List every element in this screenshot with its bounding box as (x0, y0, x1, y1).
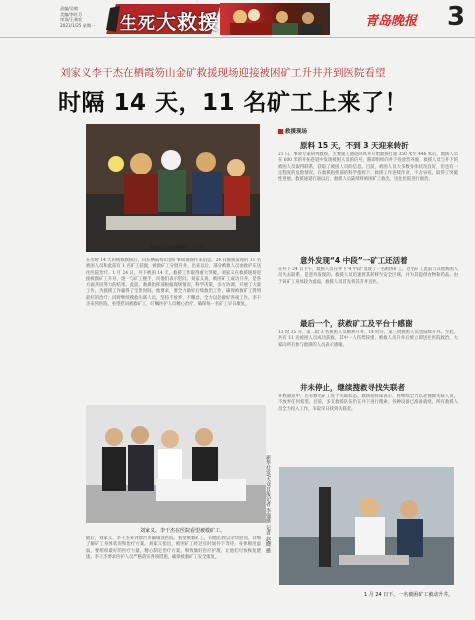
header-divider (0, 37, 475, 38)
header-rescue-photo (220, 3, 330, 35)
body-text-right-1: 21 日，事故专家研判救援，主要施工通道回风井开始救援打通 350 米至 446 米后，救援人员在 600 米的开拓巷道中发现被困人员的信号，随即组织向井下投放营养液、救援人员与井下的被困人员取得联系，获取了被困人员的信息。目前，被困人员大多数身体状况良好，但也有一定程度的危险情况。在救援指挥部的科学指挥下，救援工作连续作业，不舍昼夜，取得了突破性进展。救援通道打通以后，救援人员陆续将被困矿工救出，送往医院进行救治。 (278, 152, 458, 183)
column-title (120, 6, 219, 35)
column-title-a: 生死 (120, 14, 156, 34)
body-text-right-4: 井底通道中，还有数名矿工处于失联状态。救援指挥部表示，将继续全力以赴搜救失联人员，不放弃任何希望。目前，多支救援队伍仍在井下进行搜索，各种设备已准备就绪，所有救援人员全力投入工作，争取早日找到失联者。 (278, 394, 458, 412)
subhead-3: 最后一个，获救矿工及平台十感谢 (300, 319, 413, 328)
photo-caption: 刘家义、李干杰在医院看望被救矿工。 (140, 528, 226, 534)
photo-miner-lifted (279, 467, 454, 585)
column-title-b: 大救援 (156, 10, 219, 34)
editor-line: 审读/王林宏 (60, 17, 83, 23)
photo-rescue-site (86, 124, 260, 252)
editor-credits (60, 6, 95, 28)
editor-line: 2021/1/25 星期一 (60, 22, 96, 28)
photo-caption: 1 月 24 日下，一名被困矿工被动升井。 (364, 592, 454, 598)
body-text-left-2: 随后，刘家义、李干杰来到烟台市毓璜顶医院，看望被救矿工，向他们致以亲切慰问，详细了解矿工身体状况和治疗方案。刘家义指出，被困矿工经过长时间井下等待，身体极度虚弱，要组织最好的医疗力量，精心制定治疗方案，细致做好医疗护理，让他们尽快恢复健康。李干杰要求医护人员严格落实各项措施，确保被救矿工安全康复。 (86, 536, 261, 560)
subhead-2: 意外发现“4 中段”一矿工还活着 (300, 256, 408, 265)
editor-line: 责编/吴敏 (60, 6, 79, 11)
article-kicker: 刘家义李干杰在栖霞笏山金矿救援现场迎接被困矿工升井并到医院看望 (60, 67, 386, 79)
section-tag: 救援现场 (278, 127, 307, 135)
photo-caption: 刘家义迎接被救矿工升井。 (150, 245, 211, 251)
editor-line: 美编/李红芬 (60, 11, 83, 17)
subhead-1: 原料 15 天，不到 3 天迎来转折 (300, 141, 409, 150)
newspaper-masthead: 青岛晚报 (365, 14, 418, 29)
body-text-right-2: 在井下 24 日下午，救援人员在井下“4 中段”发现了一名被困矿工，这名矿工此前与其他被困人员失去联系，是意外发现的。救援人员迅速将其转移至安全区域，并为其提供食物和药品。由于该矿工身体较为虚弱，救援人员首先将其升井送医。 (278, 267, 458, 285)
body-text-right-3: 13 时 35 分，第二批 3 名被困人员顺利升井。14 时许，第三批被困人员也陆续升井。至此，共有 11 名被困人员成功获救，其中一人伤势较重。被救人员升井后被立即送往医院救治，大家向所有参与救援的人员表示感谢。 (278, 330, 458, 348)
photo-hospital-visit (86, 405, 266, 523)
article-headline: 时隔 14 天，11 名矿工上来了！ (58, 90, 409, 116)
subhead-4: 井未停止，继续搜救寻找失联者 (300, 383, 405, 392)
page-number: 3 (447, 2, 466, 32)
photo-credit: 新华社发/大众日报记者 李强摄 记者 赵晓 摄 (265, 455, 271, 554)
body-text-left-1: 在历时 14 天的搜救救援后，山东栖霞笏山金矿事故现场传来消息，24 日救援发现的 11 名被困人员和此前有 1 名矿工获救，被救矿工分批升井。出来以后，部分被救人员由救护车送往医院治疗。1 月 24 日，井下被困 14 天，救援工作取得重大突破。刘家义在救援现场迎接被救矿工升井，逐一与矿工握手，向他们表示慰问。刘家义说，被困矿工成功升井，是各方面共同努力的结果。此前，救援指挥部根据现场情况，科学决策，多方协调，开展了大量工作，为救援工作赢得了宝贵时间。他要求，要全力做好后续救治工作，确保被救矿工得到最好的治疗；同时继续搜救失联人员，坚持不放弃、不懈怠，全力以赴做好各项工作。李干杰来到医院，看望慰问被救矿工，叮嘱医护人员精心治疗，确保每一名矿工早日康复。 (86, 258, 261, 308)
